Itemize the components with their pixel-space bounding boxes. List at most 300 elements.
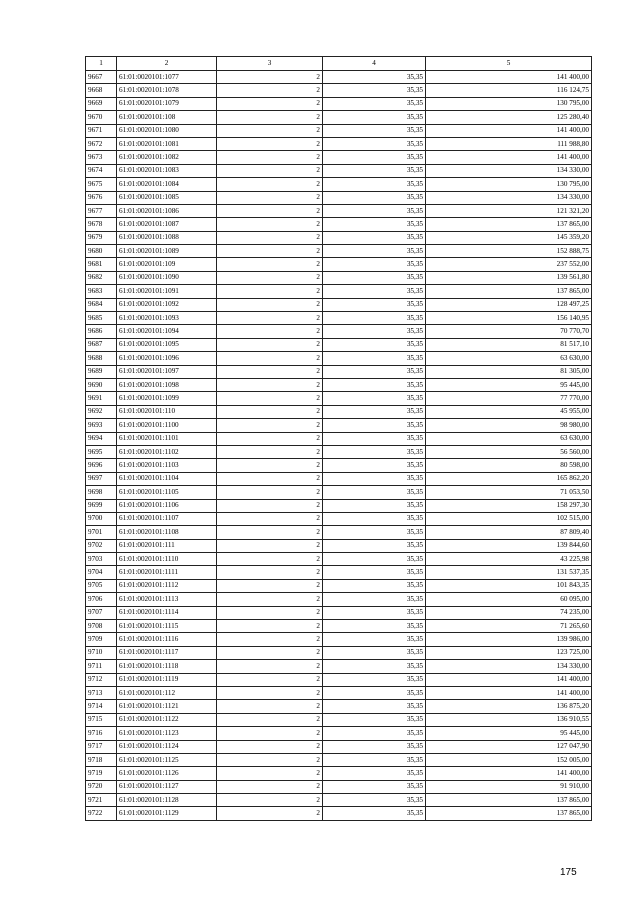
cost-value: 156 140,95 (426, 312, 592, 325)
area-value: 35,35 (323, 419, 426, 432)
cadastral-number: 61:01:0020101:1115 (117, 620, 217, 633)
cadastral-number: 61:01:0020101:1102 (117, 445, 217, 458)
row-number: 9713 (86, 686, 117, 699)
cadastral-number: 61:01:0020101:1123 (117, 727, 217, 740)
area-value: 35,35 (323, 539, 426, 552)
table-row (86, 753, 592, 766)
row-number: 9682 (86, 271, 117, 284)
cost-value: 101 843,35 (426, 579, 592, 592)
row-number: 9673 (86, 151, 117, 164)
area-value: 35,35 (323, 392, 426, 405)
table-row (86, 378, 592, 391)
cost-value: 91 910,00 (426, 780, 592, 793)
cadastral-number: 61:01:0020101:1104 (117, 472, 217, 485)
row-number: 9704 (86, 566, 117, 579)
table-row (86, 526, 592, 539)
cost-value: 45 955,00 (426, 405, 592, 418)
col-3-value: 2 (217, 713, 323, 726)
col-3-value: 2 (217, 727, 323, 740)
cadastral-number: 61:01:0020101:1126 (117, 767, 217, 780)
cost-value: 158 297,30 (426, 499, 592, 512)
col-3-value: 2 (217, 71, 323, 84)
area-value: 35,35 (323, 486, 426, 499)
col-3-value: 2 (217, 352, 323, 365)
row-number: 9710 (86, 646, 117, 659)
col-3-value: 2 (217, 633, 323, 646)
cost-value: 139 844,60 (426, 539, 592, 552)
row-number: 9683 (86, 285, 117, 298)
row-number: 9695 (86, 445, 117, 458)
table-row (86, 459, 592, 472)
cadastral-number: 61:01:0020101:1077 (117, 71, 217, 84)
col-3-value: 2 (217, 660, 323, 673)
cost-value: 81 305,00 (426, 365, 592, 378)
cadastral-number: 61:01:0020101:1114 (117, 606, 217, 619)
col-3-value: 2 (217, 137, 323, 150)
row-number: 9697 (86, 472, 117, 485)
row-number: 9689 (86, 365, 117, 378)
area-value: 35,35 (323, 579, 426, 592)
table-row (86, 245, 592, 258)
row-number: 9709 (86, 633, 117, 646)
area-value: 35,35 (323, 285, 426, 298)
row-number: 9717 (86, 740, 117, 753)
col-3-value: 2 (217, 606, 323, 619)
table-row (86, 352, 592, 365)
area-value: 35,35 (323, 593, 426, 606)
cadastral-number: 61:01:0020101:1116 (117, 633, 217, 646)
area-value: 35,35 (323, 499, 426, 512)
area-value: 35,35 (323, 271, 426, 284)
row-number: 9700 (86, 512, 117, 525)
col-3-value: 2 (217, 646, 323, 659)
table-row (86, 620, 592, 633)
cost-value: 123 725,00 (426, 646, 592, 659)
cost-value: 121 321,20 (426, 204, 592, 217)
row-number: 9705 (86, 579, 117, 592)
cost-value: 60 095,00 (426, 593, 592, 606)
table-row (86, 700, 592, 713)
col-3-value: 2 (217, 807, 323, 820)
area-value: 35,35 (323, 231, 426, 244)
col-3-value: 2 (217, 579, 323, 592)
col-3-value: 2 (217, 553, 323, 566)
table-row (86, 566, 592, 579)
row-number: 9720 (86, 780, 117, 793)
table-row (86, 365, 592, 378)
area-value: 35,35 (323, 137, 426, 150)
cadastral-number: 61:01:0020101:1118 (117, 660, 217, 673)
cadastral-number: 61:01:0020101:1087 (117, 218, 217, 231)
col-3-value: 2 (217, 84, 323, 97)
col-3-value: 2 (217, 365, 323, 378)
col-3-value: 2 (217, 231, 323, 244)
table-row (86, 673, 592, 686)
area-value: 35,35 (323, 111, 426, 124)
cost-value: 125 280,40 (426, 111, 592, 124)
table-row (86, 178, 592, 191)
area-value: 35,35 (323, 686, 426, 699)
cost-value: 102 515,00 (426, 512, 592, 525)
cost-value: 95 445,00 (426, 378, 592, 391)
area-value: 35,35 (323, 700, 426, 713)
col-3-value: 2 (217, 566, 323, 579)
col-3-value: 2 (217, 780, 323, 793)
table-header-row (86, 57, 592, 71)
col-3-value: 2 (217, 539, 323, 552)
area-value: 35,35 (323, 164, 426, 177)
cost-value: 131 537,35 (426, 566, 592, 579)
row-number: 9671 (86, 124, 117, 137)
cadastral-number: 61:01:0020101:1095 (117, 338, 217, 351)
row-number: 9672 (86, 137, 117, 150)
cost-value: 152 005,00 (426, 753, 592, 766)
cost-value: 141 400,00 (426, 71, 592, 84)
cost-value: 136 875,20 (426, 700, 592, 713)
table-row (86, 419, 592, 432)
row-number: 9707 (86, 606, 117, 619)
cadastral-number: 61:01:0020101:1119 (117, 673, 217, 686)
area-value: 35,35 (323, 566, 426, 579)
cost-value: 70 770,70 (426, 325, 592, 338)
table-row (86, 271, 592, 284)
col-3-value: 2 (217, 740, 323, 753)
cadastral-number: 61:01:0020101:1121 (117, 700, 217, 713)
cadastral-number: 61:01:0020101:1113 (117, 593, 217, 606)
table-row (86, 111, 592, 124)
col-3-value: 2 (217, 459, 323, 472)
row-number: 9708 (86, 620, 117, 633)
row-number: 9688 (86, 352, 117, 365)
cadastral-number: 61:01:0020101:1078 (117, 84, 217, 97)
cost-value: 152 888,75 (426, 245, 592, 258)
table-row (86, 137, 592, 150)
col-3-value: 2 (217, 445, 323, 458)
table-row (86, 713, 592, 726)
col-3-value: 2 (217, 151, 323, 164)
area-value: 35,35 (323, 713, 426, 726)
cadastral-number: 61:01:0020101:1125 (117, 753, 217, 766)
col-3-value: 2 (217, 620, 323, 633)
col-3-value: 2 (217, 111, 323, 124)
cost-value: 116 124,75 (426, 84, 592, 97)
cost-value: 237 552,00 (426, 258, 592, 271)
row-number: 9703 (86, 553, 117, 566)
col-3-value: 2 (217, 700, 323, 713)
row-number: 9694 (86, 432, 117, 445)
col-3-value: 2 (217, 673, 323, 686)
table-row (86, 432, 592, 445)
cost-value: 134 330,00 (426, 191, 592, 204)
cost-value: 141 400,00 (426, 151, 592, 164)
cadastral-number: 61:01:0020101:111 (117, 539, 217, 552)
row-number: 9676 (86, 191, 117, 204)
area-value: 35,35 (323, 124, 426, 137)
cost-value: 165 862,20 (426, 472, 592, 485)
row-number: 9690 (86, 378, 117, 391)
cadastral-number: 61:01:0020101:1083 (117, 164, 217, 177)
header-col-2: 2 (117, 57, 217, 71)
table-row (86, 124, 592, 137)
row-number: 9677 (86, 204, 117, 217)
area-value: 35,35 (323, 258, 426, 271)
cost-value: 136 910,55 (426, 713, 592, 726)
table-row (86, 405, 592, 418)
col-3-value: 2 (217, 338, 323, 351)
table-row (86, 204, 592, 217)
row-number: 9681 (86, 258, 117, 271)
area-value: 35,35 (323, 151, 426, 164)
col-3-value: 2 (217, 298, 323, 311)
area-value: 35,35 (323, 378, 426, 391)
row-number: 9699 (86, 499, 117, 512)
cost-value: 134 330,00 (426, 660, 592, 673)
col-3-value: 2 (217, 271, 323, 284)
row-number: 9692 (86, 405, 117, 418)
col-3-value: 2 (217, 432, 323, 445)
cadastral-number: 61:01:0020101:1103 (117, 459, 217, 472)
col-3-value: 2 (217, 191, 323, 204)
cadastral-number: 61:01:0020101:1107 (117, 512, 217, 525)
row-number: 9716 (86, 727, 117, 740)
cadastral-number: 61:01:0020101:1085 (117, 191, 217, 204)
cadastral-number: 61:01:0020101:1129 (117, 807, 217, 820)
cost-value: 56 560,00 (426, 445, 592, 458)
table-row (86, 727, 592, 740)
table-row (86, 512, 592, 525)
cadastral-number: 61:01:0020101:1089 (117, 245, 217, 258)
area-value: 35,35 (323, 767, 426, 780)
area-value: 35,35 (323, 646, 426, 659)
col-3-value: 2 (217, 499, 323, 512)
header-col-1: 1 (86, 57, 117, 71)
area-value: 35,35 (323, 325, 426, 338)
col-3-value: 2 (217, 486, 323, 499)
cost-value: 98 980,00 (426, 419, 592, 432)
area-value: 35,35 (323, 620, 426, 633)
cadastral-number: 61:01:0020101:1106 (117, 499, 217, 512)
cadastral-number: 61:01:0020101:1111 (117, 566, 217, 579)
table-row (86, 71, 592, 84)
table-row (86, 553, 592, 566)
col-3-value: 2 (217, 285, 323, 298)
area-value: 35,35 (323, 218, 426, 231)
row-number: 9668 (86, 84, 117, 97)
row-number: 9691 (86, 392, 117, 405)
row-number: 9722 (86, 807, 117, 820)
cadastral-number: 61:01:0020101:1081 (117, 137, 217, 150)
table-row (86, 191, 592, 204)
area-value: 35,35 (323, 178, 426, 191)
table-row (86, 579, 592, 592)
row-number: 9719 (86, 767, 117, 780)
cadastral-number: 61:01:0020101:1082 (117, 151, 217, 164)
table-row (86, 499, 592, 512)
table-row (86, 780, 592, 793)
area-value: 35,35 (323, 459, 426, 472)
cadastral-number: 61:01:0020101:1099 (117, 392, 217, 405)
area-value: 35,35 (323, 807, 426, 820)
col-3-value: 2 (217, 419, 323, 432)
table-row (86, 231, 592, 244)
area-value: 35,35 (323, 633, 426, 646)
cost-value: 43 225,98 (426, 553, 592, 566)
col-3-value: 2 (217, 753, 323, 766)
row-number: 9687 (86, 338, 117, 351)
cost-value: 137 865,00 (426, 218, 592, 231)
col-3-value: 2 (217, 593, 323, 606)
table-row (86, 740, 592, 753)
table-row (86, 338, 592, 351)
area-value: 35,35 (323, 191, 426, 204)
area-value: 35,35 (323, 71, 426, 84)
area-value: 35,35 (323, 97, 426, 110)
col-3-value: 2 (217, 312, 323, 325)
cadastral-number: 61:01:0020101:110 (117, 405, 217, 418)
row-number: 9684 (86, 298, 117, 311)
cadastral-number: 61:01:0020101:1101 (117, 432, 217, 445)
cadastral-number: 61:01:0020101:1127 (117, 780, 217, 793)
cadastral-number: 61:01:0020101:1093 (117, 312, 217, 325)
area-value: 35,35 (323, 673, 426, 686)
cadastral-number: 61:01:0020101:108 (117, 111, 217, 124)
table-row (86, 445, 592, 458)
cost-value: 141 400,00 (426, 673, 592, 686)
header-col-3: 3 (217, 57, 323, 71)
col-3-value: 2 (217, 218, 323, 231)
table-row (86, 392, 592, 405)
area-value: 35,35 (323, 298, 426, 311)
row-number: 9686 (86, 325, 117, 338)
table-row (86, 686, 592, 699)
cadastral-number: 61:01:0020101:1084 (117, 178, 217, 191)
page-number: 175 (560, 867, 577, 878)
cost-value: 63 630,00 (426, 352, 592, 365)
cadastral-number: 61:01:0020101:1122 (117, 713, 217, 726)
area-value: 35,35 (323, 352, 426, 365)
cost-value: 95 445,00 (426, 727, 592, 740)
row-number: 9679 (86, 231, 117, 244)
col-3-value: 2 (217, 767, 323, 780)
cadastral-number: 61:01:0020101:1128 (117, 794, 217, 807)
cadastral-number: 61:01:0020101:112 (117, 686, 217, 699)
cost-value: 130 795,00 (426, 178, 592, 191)
table-row (86, 660, 592, 673)
cadastral-number: 61:01:0020101:1094 (117, 325, 217, 338)
area-value: 35,35 (323, 312, 426, 325)
table-row (86, 606, 592, 619)
col-3-value: 2 (217, 686, 323, 699)
table-row (86, 164, 592, 177)
area-value: 35,35 (323, 794, 426, 807)
cost-value: 74 235,00 (426, 606, 592, 619)
col-3-value: 2 (217, 526, 323, 539)
table-row (86, 472, 592, 485)
cadastral-number: 61:01:0020101:1091 (117, 285, 217, 298)
row-number: 9721 (86, 794, 117, 807)
cadastral-number: 61:01:0020101:1124 (117, 740, 217, 753)
cadastral-number: 61:01:0020101:1108 (117, 526, 217, 539)
table-row (86, 97, 592, 110)
cadastral-number: 61:01:0020101:1112 (117, 579, 217, 592)
cost-value: 139 561,80 (426, 271, 592, 284)
cadastral-number: 61:01:0020101:1092 (117, 298, 217, 311)
table-row (86, 539, 592, 552)
table-row (86, 325, 592, 338)
area-value: 35,35 (323, 445, 426, 458)
cadastral-number: 61:01:0020101:1086 (117, 204, 217, 217)
cost-value: 139 986,00 (426, 633, 592, 646)
table-row (86, 633, 592, 646)
area-value: 35,35 (323, 740, 426, 753)
row-number: 9678 (86, 218, 117, 231)
col-3-value: 2 (217, 178, 323, 191)
table-row (86, 767, 592, 780)
row-number: 9706 (86, 593, 117, 606)
table-row (86, 312, 592, 325)
col-3-value: 2 (217, 164, 323, 177)
table-row (86, 486, 592, 499)
row-number: 9669 (86, 97, 117, 110)
col-3-value: 2 (217, 124, 323, 137)
cadastral-table (85, 56, 592, 821)
col-3-value: 2 (217, 378, 323, 391)
row-number: 9711 (86, 660, 117, 673)
row-number: 9680 (86, 245, 117, 258)
table-row (86, 151, 592, 164)
cost-value: 141 400,00 (426, 767, 592, 780)
cadastral-number: 61:01:0020101:1097 (117, 365, 217, 378)
area-value: 35,35 (323, 365, 426, 378)
col-3-value: 2 (217, 472, 323, 485)
area-value: 35,35 (323, 84, 426, 97)
row-number: 9714 (86, 700, 117, 713)
table-body (86, 57, 592, 821)
cost-value: 137 865,00 (426, 285, 592, 298)
cost-value: 128 497,25 (426, 298, 592, 311)
row-number: 9670 (86, 111, 117, 124)
col-3-value: 2 (217, 204, 323, 217)
area-value: 35,35 (323, 780, 426, 793)
row-number: 9712 (86, 673, 117, 686)
col-3-value: 2 (217, 794, 323, 807)
header-col-4: 4 (323, 57, 426, 71)
area-value: 35,35 (323, 245, 426, 258)
area-value: 35,35 (323, 472, 426, 485)
col-3-value: 2 (217, 245, 323, 258)
cadastral-number: 61:01:0020101:1090 (117, 271, 217, 284)
row-number: 9696 (86, 459, 117, 472)
table-row (86, 84, 592, 97)
cost-value: 63 630,00 (426, 432, 592, 445)
cost-value: 141 400,00 (426, 686, 592, 699)
row-number: 9675 (86, 178, 117, 191)
cadastral-number: 61:01:0020101:1117 (117, 646, 217, 659)
cost-value: 141 400,00 (426, 124, 592, 137)
col-3-value: 2 (217, 392, 323, 405)
area-value: 35,35 (323, 204, 426, 217)
col-3-value: 2 (217, 258, 323, 271)
row-number: 9674 (86, 164, 117, 177)
area-value: 35,35 (323, 338, 426, 351)
row-number: 9701 (86, 526, 117, 539)
area-value: 35,35 (323, 727, 426, 740)
area-value: 35,35 (323, 606, 426, 619)
area-value: 35,35 (323, 432, 426, 445)
row-number: 9693 (86, 419, 117, 432)
table-row (86, 794, 592, 807)
row-number: 9698 (86, 486, 117, 499)
